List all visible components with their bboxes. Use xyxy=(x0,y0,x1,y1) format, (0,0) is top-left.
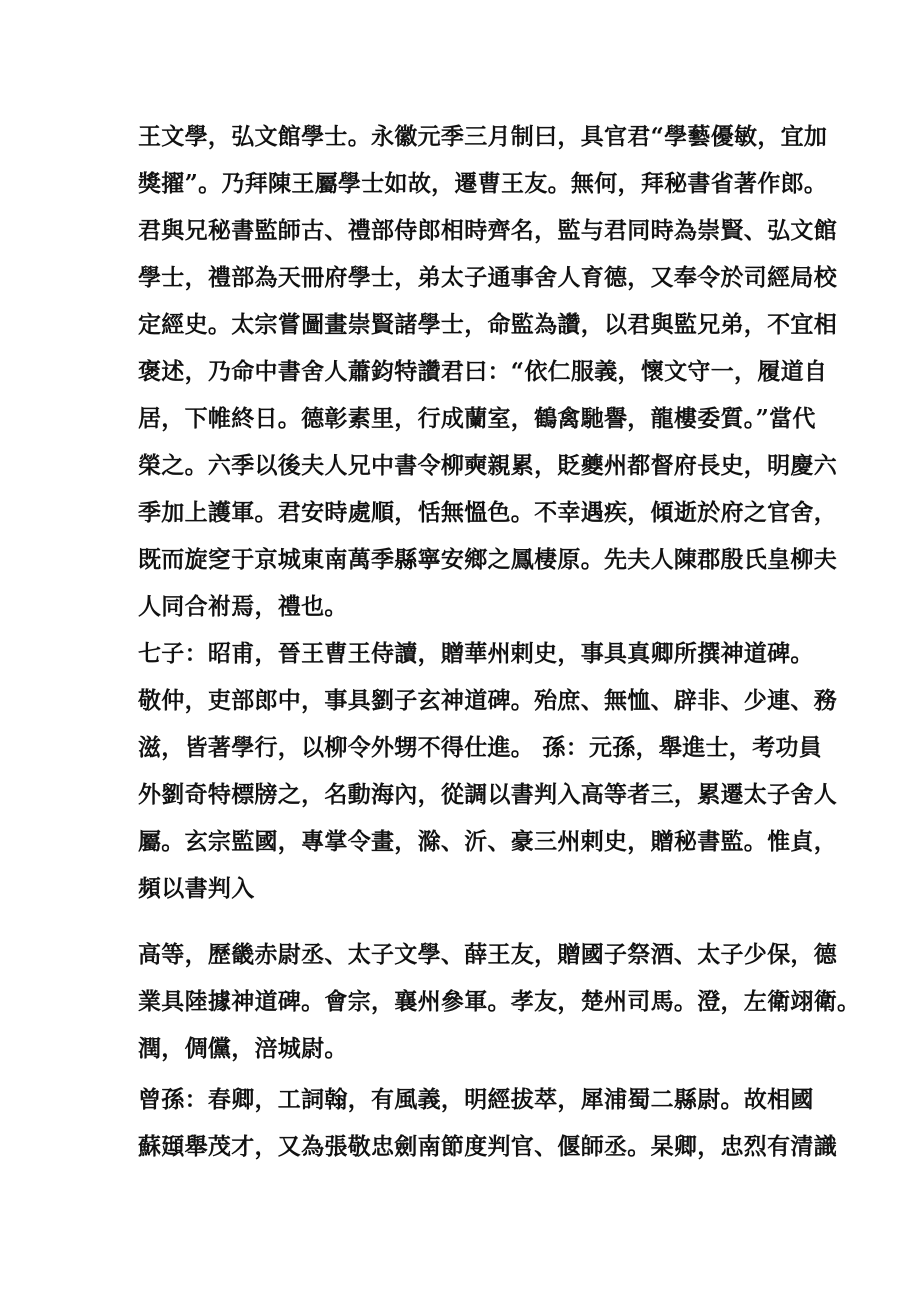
text-line: 居，下帷終日。德彰素里，行成蘭室，鶴禽馳譽，龍樓委質。”當代 xyxy=(138,405,816,432)
text-line: 頻以書判入 xyxy=(138,875,255,902)
text-line: 獎擢”。乃拜陳王屬學士如故，遷曹王友。無何，拜秘書省著作郎。 xyxy=(138,170,828,197)
text-line: 君與兄秘書監師古、禮部侍郎相時齊名，監与君同時為崇賢、弘文館 xyxy=(138,217,837,244)
text-line: 高等，歷畿赤尉丞、太子文學、薛王友，贈國子祭酒、太子少保，德 xyxy=(138,941,837,968)
text-line: 榮之。六季以後夫人兄中書令柳奭親累，貶夔州都督府長史，明慶六 xyxy=(138,452,837,479)
text-line: 定經史。太宗嘗圖畫崇賢諸學士，命監為讚，以君與監兄弟，不宜相 xyxy=(138,311,837,338)
text-line: 曾孫：春卿，工詞翰，有風義，明經拔萃，犀浦蜀二縣尉。故相國 xyxy=(138,1086,814,1113)
text-line: 褒述，乃命中書舍人蕭鈞特讚君曰：“依仁服義，懷文守一，履道自 xyxy=(138,358,828,385)
text-line: 季加上護軍。君安時處順，恬無慍色。不幸遇疾，傾逝於府之官舍， xyxy=(138,499,837,526)
text-line: 滋，皆著學行，以柳令外甥不得仕進。 孫：元孫，舉進士，考功員 xyxy=(138,734,823,761)
text-line: 七子：昭甫，晉王曹王侍讀，贈華州剌史，事具真卿所撰神道碑。 xyxy=(138,640,814,667)
text-line: 敬仲，吏部郎中，事具劉子玄神道碑。殆庶、無恤、辟非、少連、務 xyxy=(138,687,837,714)
text-line: 潤，倜儻，涪城尉。 xyxy=(138,1035,348,1062)
text-line: 蘇頲舉茂才，又為張敬忠劍南節度判官、偃師丞。杲卿，忠烈有清識 xyxy=(138,1133,837,1160)
text-line: 屬。玄宗監國，專掌令畫，滁、沂、豪三州剌史，贈秘書監。惟貞， xyxy=(138,828,837,855)
text-line: 外劉奇特標牓之，名動海內，從調以書判入高等者三，累遷太子舍人 xyxy=(138,781,837,808)
text-line: 王文學，弘文館學士。永徽元季三月制曰，具官君“學藝優敏，宜加 xyxy=(138,123,828,150)
text-line: 學士，禮部為天冊府學士，弟太子通事舍人育德，又奉令於司經局校 xyxy=(138,264,837,291)
text-line: 既而旋窆于京城東南萬季縣寧安鄉之鳳棲原。先夫人陳郡殷氏皇柳夫 xyxy=(138,546,837,573)
text-line: 人同合祔焉，禮也。 xyxy=(138,593,348,620)
text-line: 業具陸據神道碑。會宗，襄州參軍。孝友，楚州司馬。澄，左衛翊衛。 xyxy=(138,988,861,1015)
